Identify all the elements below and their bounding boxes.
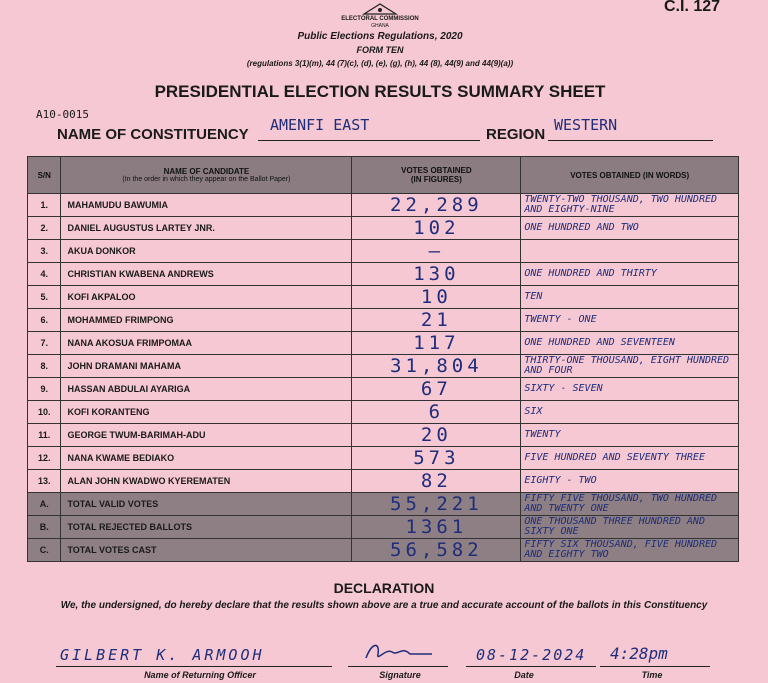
row-sn: 6.	[28, 309, 61, 332]
commission-name: ELECTORAL COMMISSION	[341, 16, 419, 22]
table-row	[28, 286, 739, 309]
table-row	[28, 424, 739, 447]
table-row	[28, 447, 739, 470]
votes-figures: 20	[352, 424, 521, 447]
votes-words: TWENTY	[521, 424, 739, 447]
candidate-name: JOHN DRAMANI MAHAMA	[61, 355, 352, 378]
row-sn: 5.	[28, 286, 61, 309]
header-figures-sub: (IN FIGURES)	[410, 175, 462, 184]
votes-words: SIX	[521, 401, 739, 424]
row-sn: C.	[28, 539, 61, 562]
votes-figures: 1361	[352, 516, 521, 539]
row-sn: 7.	[28, 332, 61, 355]
header-name-title: NAME OF CANDIDATE	[163, 167, 250, 176]
votes-figures: 6	[352, 401, 521, 424]
header-figures	[352, 157, 521, 194]
votes-words: ONE HUNDRED AND SEVENTEEN	[521, 332, 739, 355]
row-sn: 12.	[28, 447, 61, 470]
date-value: 08-12-2024	[476, 646, 587, 664]
declaration-text: We, the undersigned, do hereby declare that the results shown above are a true and accurate account of the ballots in this Constituency	[60, 600, 708, 611]
country-name: GHANA	[371, 23, 389, 29]
total-row	[28, 516, 739, 539]
time-label: Time	[641, 670, 663, 680]
votes-figures: 22,289	[352, 194, 521, 217]
votes-figures: 31,804	[352, 355, 521, 378]
votes-words: TWENTY - ONE	[521, 309, 739, 332]
votes-words: FIFTY FIVE THOUSAND, TWO HUNDRED AND TWENTY ONE	[521, 493, 739, 516]
votes-figures: 67	[352, 378, 521, 401]
candidate-name: ALAN JOHN KWADWO KYEREMATEN	[61, 470, 352, 493]
candidate-name: KOFI KORANTENG	[61, 401, 352, 424]
header-name	[61, 157, 352, 194]
candidate-name: DANIEL AUGUSTUS LARTEY JNR.	[61, 217, 352, 240]
signature-line	[348, 644, 448, 667]
votes-figures: 130	[352, 263, 521, 286]
votes-figures: 82	[352, 470, 521, 493]
table-row	[28, 263, 739, 286]
row-sn: 2.	[28, 217, 61, 240]
candidate-rows	[28, 194, 739, 562]
votes-words: ONE HUNDRED AND TWO	[521, 217, 739, 240]
row-sn: 11.	[28, 424, 61, 447]
declaration-title: DECLARATION	[333, 580, 435, 596]
table-row	[28, 240, 739, 263]
votes-words: FIVE HUNDRED AND SEVENTY THREE	[521, 447, 739, 470]
row-sn: 3.	[28, 240, 61, 263]
total-row	[28, 493, 739, 516]
votes-figures: 573	[352, 447, 521, 470]
row-sn: 13.	[28, 470, 61, 493]
signature-label: Signature	[379, 670, 421, 680]
results-table	[27, 156, 739, 562]
votes-figures: —	[352, 240, 521, 263]
candidate-name: NANA AKOSUA FRIMPOMAA	[61, 332, 352, 355]
table-row	[28, 194, 739, 217]
regulation-title: Public Elections Regulations, 2020	[297, 31, 463, 42]
table-header-row	[28, 157, 739, 194]
votes-words: THIRTY-ONE THOUSAND, EIGHT HUNDRED AND FOUR	[521, 355, 739, 378]
regulation-refs: (regulations 3(1)(m), 44 (7)(c), (d), (e), (g), (h), 44 (8), 44(9) and 44(9)(a))	[246, 59, 514, 68]
table-row	[28, 470, 739, 493]
row-sn: 1.	[28, 194, 61, 217]
sheet-title: PRESIDENTIAL ELECTION RESULTS SUMMARY SHEET	[154, 82, 606, 101]
constituency-value: AMENFI EAST	[270, 116, 370, 134]
row-sn: A.	[28, 493, 61, 516]
votes-words: TWENTY-TWO THOUSAND, TWO HUNDRED AND EIGHTY-NINE	[521, 194, 739, 217]
table-row	[28, 401, 739, 424]
candidate-name: CHRISTIAN KWABENA ANDREWS	[61, 263, 352, 286]
candidate-name: HASSAN ABDULAI AYARIGA	[61, 378, 352, 401]
candidate-name: KOFI AKPALOO	[61, 286, 352, 309]
votes-words	[521, 240, 739, 263]
votes-words: ONE HUNDRED AND THIRTY	[521, 263, 739, 286]
time-value: 4:28pm	[610, 644, 668, 663]
votes-words: ONE THOUSAND THREE HUNDRED AND SIXTY ONE	[521, 516, 739, 539]
constituency-code: A10-0015	[36, 108, 89, 121]
votes-words: EIGHTY - TWO	[521, 470, 739, 493]
candidate-name: NANA KWAME BEDIAKO	[61, 447, 352, 470]
row-sn: 10.	[28, 401, 61, 424]
header-figures-title: VOTES OBTAINED	[401, 166, 472, 175]
total-row	[28, 539, 739, 562]
officer-name: GILBERT K. ARMOOH	[60, 646, 265, 664]
table-row	[28, 309, 739, 332]
form-name: FORM TEN	[356, 45, 404, 55]
votes-figures: 55,221	[352, 493, 521, 516]
header-sn: S/N	[28, 157, 61, 194]
candidate-name: MAHAMUDU BAWUMIA	[61, 194, 352, 217]
table-row	[28, 355, 739, 378]
header-words: VOTES OBTAINED (IN WORDS)	[521, 157, 739, 194]
candidate-name: MOHAMMED FRIMPONG	[61, 309, 352, 332]
ci-number: C.I. 127	[664, 0, 721, 15]
candidate-name: TOTAL REJECTED BALLOTS	[61, 516, 352, 539]
region-label: REGION	[486, 126, 546, 143]
table-row	[28, 332, 739, 355]
table-row	[28, 378, 739, 401]
votes-figures: 102	[352, 217, 521, 240]
row-sn: 8.	[28, 355, 61, 378]
row-sn: 9.	[28, 378, 61, 401]
officer-label: Name of Returning Officer	[144, 670, 256, 680]
header-name-sub: (In the order in which they appear on the Ballot Paper)	[122, 176, 291, 183]
votes-words: SIXTY - SEVEN	[521, 378, 739, 401]
row-sn: 4.	[28, 263, 61, 286]
region-value: WESTERN	[554, 116, 618, 134]
row-sn: B.	[28, 516, 61, 539]
table-row	[28, 217, 739, 240]
constituency-label: NAME OF CONSTITUENCY	[57, 126, 249, 143]
votes-figures: 56,582	[352, 539, 521, 562]
candidate-name: TOTAL VOTES CAST	[61, 539, 352, 562]
candidate-name: GEORGE TWUM-BARIMAH-ADU	[61, 424, 352, 447]
candidate-name: AKUA DONKOR	[61, 240, 352, 263]
votes-figures: 117	[352, 332, 521, 355]
votes-words: TEN	[521, 286, 739, 309]
candidate-name: TOTAL VALID VOTES	[61, 493, 352, 516]
votes-figures: 21	[352, 309, 521, 332]
date-label: Date	[514, 670, 534, 680]
votes-words: FIFTY SIX THOUSAND, FIVE HUNDRED AND EIGHTY TWO	[521, 539, 739, 562]
votes-figures: 10	[352, 286, 521, 309]
